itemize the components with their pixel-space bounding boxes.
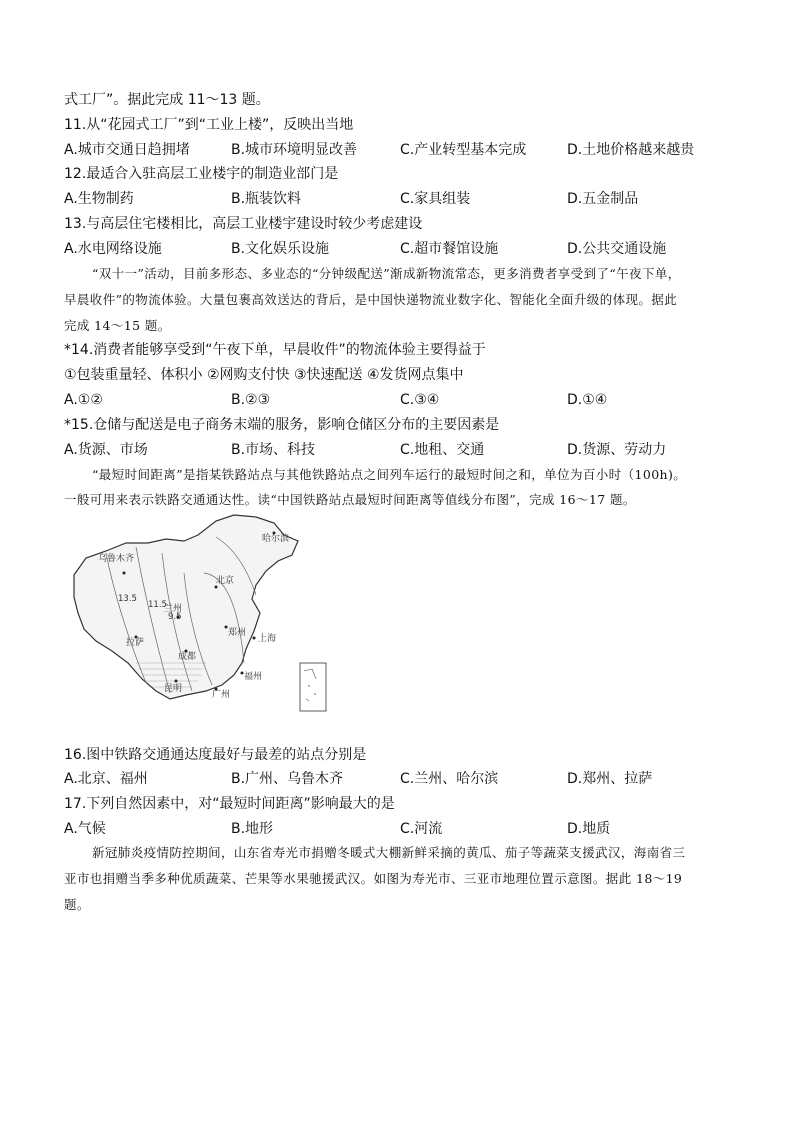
isoline-value: 9.5 <box>168 612 182 622</box>
q15-options <box>64 440 754 460</box>
q16-option-a[interactable]: A.北京、福州 <box>64 771 148 787</box>
q11-option-d[interactable]: D.土地价格越来越贵 <box>567 142 695 158</box>
q13-option-d[interactable]: D.公共交通设施 <box>567 241 667 257</box>
city-label: 兰州 <box>164 604 183 614</box>
q16-options <box>64 769 754 789</box>
south-china-sea-inset <box>300 663 326 711</box>
city-label: 成都 <box>178 652 197 662</box>
city-label: 昆明 <box>164 684 183 694</box>
question-13: 13.与高层住宅楼相比，高层工业楼宇建设时较少考虑建设 <box>64 216 423 232</box>
q15-option-c[interactable]: C.地租、交通 <box>400 442 485 458</box>
q12-options <box>64 189 754 209</box>
q16-option-d[interactable]: D.郑州、拉萨 <box>567 771 653 787</box>
question-15: *15.仓储与配送是电子商务末端的服务，影响仓储区分布的主要因素是 <box>64 417 500 433</box>
passage-2-line-2: 早晨收件”的物流体验。大量包裹高效送达的背后，是中国快递物流业数字化、智能化全面升级的体现。据此 <box>64 292 678 307</box>
city-label: 乌鲁木齐 <box>98 554 135 564</box>
q17-options <box>64 819 754 839</box>
passage-4-line-3: 题。 <box>64 897 90 912</box>
q12-option-c[interactable]: C.家具组装 <box>400 191 471 207</box>
passage-3-line-1: “最短时间距离”是指某铁路站点与其他铁路站点之间列车运行的最短时间之和，单位为百小时（100h)。 <box>92 467 687 482</box>
q14-option-c[interactable]: C.③④ <box>400 392 440 408</box>
city-label: 哈尔滨 <box>262 534 290 544</box>
passage-2-line-3: 完成 14～15 题。 <box>64 318 171 333</box>
q14-options <box>64 390 754 410</box>
isoline-value: 11.5 <box>148 600 167 610</box>
q16-option-b[interactable]: B.广州、乌鲁木齐 <box>231 771 344 787</box>
q11-option-c[interactable]: C.产业转型基本完成 <box>400 142 527 158</box>
passage-2-line-1: “双十一”活动，目前多形态、多业态的“分钟级配送”渐成新物流常态，更多消费者享受到了“午夜下单， <box>92 266 681 281</box>
q14-option-b[interactable]: B.②③ <box>231 392 271 408</box>
q13-option-b[interactable]: B.文化娱乐设施 <box>231 241 330 257</box>
city-label: 北京 <box>216 576 235 586</box>
city-label: 上海 <box>258 634 277 644</box>
q15-option-a[interactable]: A.货源、市场 <box>64 442 148 458</box>
q15-option-b[interactable]: B.市场、科技 <box>231 442 316 458</box>
q12-option-b[interactable]: B.瓶装饮料 <box>231 191 302 207</box>
question-16: 16.图中铁路交通通达度最好与最差的站点分别是 <box>64 747 367 763</box>
q12-option-d[interactable]: D.五金制品 <box>567 191 639 207</box>
city-label: 广州 <box>212 690 231 700</box>
city-label: 拉萨 <box>126 638 145 648</box>
passage-tail: 式工厂”。据此完成 11～13 题。 <box>64 92 270 108</box>
q13-option-a[interactable]: A.水电网络设施 <box>64 241 162 257</box>
q12-option-a[interactable]: A.生物制药 <box>64 191 134 207</box>
q13-options <box>64 239 754 259</box>
question-14-statements: ①包装重量轻、体积小 ②网购支付快 ③快速配送 ④发货网点集中 <box>64 367 464 383</box>
isoline-value: 13.5 <box>118 594 137 604</box>
q11-option-b[interactable]: B.城市环境明显改善 <box>231 142 358 158</box>
q17-option-a[interactable]: A.气候 <box>64 821 106 837</box>
china-railway-isoline-map <box>66 513 328 739</box>
q17-option-d[interactable]: D.地质 <box>567 821 611 837</box>
q16-option-c[interactable]: C.兰州、哈尔滨 <box>400 771 499 787</box>
passage-3-line-2: 一般可用来表示铁路交通通达性。读“中国铁路站点最短时间距离等值线分布图”，完成 16～17 题。 <box>64 492 636 507</box>
q14-option-a[interactable]: A.①② <box>64 392 103 408</box>
q17-option-b[interactable]: B.地形 <box>231 821 274 837</box>
question-12: 12.最适合入驻高层工业楼宇的制造业部门是 <box>64 166 339 182</box>
passage-4-line-1: 新冠肺炎疫情防控期间，山东省寿光市捐赠冬暖式大棚新鲜采摘的黄瓜、茄子等蔬菜支援武汉，海南省三 <box>92 845 686 860</box>
passage-4-line-2: 亚市也捐赠当季多种优质蔬菜、芒果等水果驰援武汉。如图为寿光市、三亚市地理位置示意图。据此 18～19 <box>64 871 683 886</box>
question-11: 11.从“花园式工厂”到“工业上楼”，反映出当地 <box>64 117 354 133</box>
q17-option-c[interactable]: C.河流 <box>400 821 443 837</box>
q14-option-d[interactable]: D.①④ <box>567 392 608 408</box>
city-label: 郑州 <box>228 628 247 638</box>
city-label: 福州 <box>244 672 263 682</box>
q13-option-c[interactable]: C.超市餐馆设施 <box>400 241 499 257</box>
q11-options <box>64 140 754 160</box>
q15-option-d[interactable]: D.货源、劳动力 <box>567 442 667 458</box>
question-14: *14.消费者能够享受到“午夜下单，早晨收件”的物流体验主要得益于 <box>64 342 486 358</box>
q11-option-a[interactable]: A.城市交通日趋拥堵 <box>64 142 190 158</box>
question-17: 17.下列自然因素中，对“最短时间距离”影响最大的是 <box>64 796 395 812</box>
